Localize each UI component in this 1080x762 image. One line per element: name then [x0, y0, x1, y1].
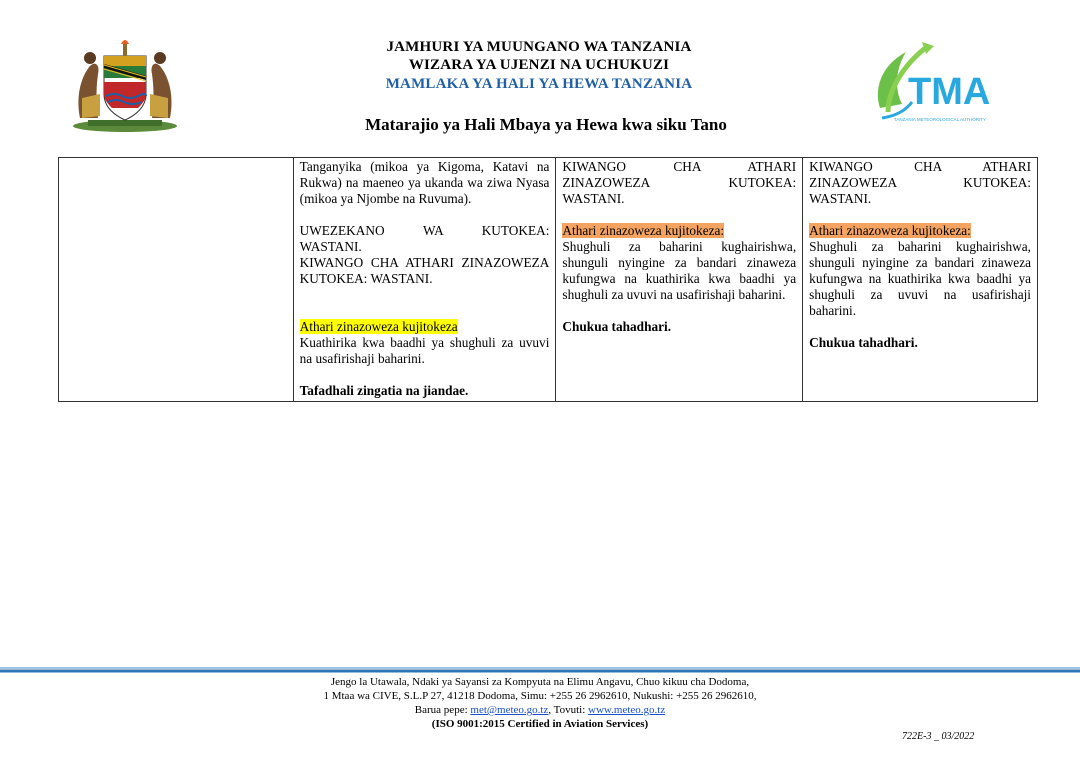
header-authority-name: MAMLAKA YA HALI YA HEWA TANZANIA: [385, 76, 693, 92]
page-title: Matarajio ya Hali Mbaya ya Hewa kwa siku Tano: [365, 115, 727, 134]
table-cell-day-b: [803, 158, 1038, 402]
tma-logo: [866, 38, 1006, 128]
impacts-text: Shughuli za baharini kughairishwa, shunguli nyingine za bandari zinaweza kufungwa na kuathirika kwa baadhi ya shughuli za uvuvi na usafirishaji baharini.: [809, 239, 1031, 318]
impact-level-label: KIWANGO CHA ATHARI ZINAZOWEZA KUTOKEA:: [562, 159, 797, 190]
impacts-label: Athari zinazoweza kujitokeza: [299, 319, 458, 334]
website-link[interactable]: www.meteo.go.tz: [588, 704, 666, 716]
impact-level-value: WASTANI.: [562, 191, 625, 206]
likelihood-value: WASTANI.: [299, 239, 362, 254]
table-row: [59, 158, 1038, 402]
tma-logo-caption: TANZANIA METEOROLOGICAL AUTHORITY: [894, 117, 987, 122]
header-republic-name: JAMHURI YA MUUNGANO WA TANZANIA: [386, 39, 692, 55]
footer-address-line1: Jengo la Utawala, Ndaki ya Sayansi za Kompyuta na Elimu Angavu, Chuo kikuu cha Dodoma,: [330, 676, 750, 688]
region-description: Tanganyika (mikoa ya Kigoma, Katavi na Rukwa) na maeneo ya ukanda wa ziwa Nyasa (mikoa ya Njombe na Ruvuma).: [299, 159, 550, 206]
forecast-table: [58, 157, 1038, 402]
impacts-text: Kuathirika kwa baadhi ya shughuli za uvuvi na usafirishaji baharini.: [299, 335, 550, 366]
likelihood-label: UWEZEKANO WA KUTOKEA:: [299, 223, 550, 238]
impact-level-value: WASTANI.: [809, 191, 872, 206]
advice-text: Chukua tahadhari.: [562, 319, 672, 334]
document-reference: 722E-3 _ 03/2022: [902, 731, 975, 742]
impact-level-label: KIWANGO CHA ATHARI ZINAZOWEZA KUTOKEA:: [809, 159, 1031, 190]
impacts-label: Athari zinazoweza kujitokeza:: [809, 223, 971, 238]
footer-contacts: [0, 703, 1080, 717]
advice-text: Chukua tahadhari.: [809, 335, 918, 350]
email-label: Barua pepe:: [414, 704, 471, 716]
tma-logo-letters: TMA: [908, 71, 991, 113]
footer-divider: [0, 667, 1080, 673]
email-link[interactable]: met@meteo.go.tz: [470, 704, 549, 716]
table-cell-region-details: [293, 158, 556, 402]
web-label: , Tovuti:: [548, 704, 589, 716]
advice-text: Tafadhali zingatia na jiandae.: [299, 383, 469, 398]
impacts-text: Shughuli za baharini kughairishwa, shunguli nyingine za bandari zinaweza kufungwa na kuathirika kwa baadhi ya shughuli za uvuvi na usafirishaji baharini.: [562, 239, 797, 302]
footer-certification: (ISO 9001:2015 Certified in Aviation Services): [431, 718, 649, 730]
table-cell-empty: [59, 158, 294, 402]
header-ministry-name: WIZARA YA UJENZI NA UCHUKUZI: [408, 57, 670, 73]
footer-address-line2: 1 Mtaa wa CIVE, S.L.P 27, 41218 Dodoma, Simu: +255 26 2962610, Nukushi: +255 26 2962610,: [323, 690, 757, 702]
table-cell-day-a: [556, 158, 803, 402]
letterhead: [0, 0, 1080, 150]
impacts-label: Athari zinazoweza kujitokeza:: [562, 223, 725, 238]
impact-level: KIWANGO CHA ATHARI ZINAZOWEZA KUTOKEA: WASTANI.: [299, 255, 550, 286]
